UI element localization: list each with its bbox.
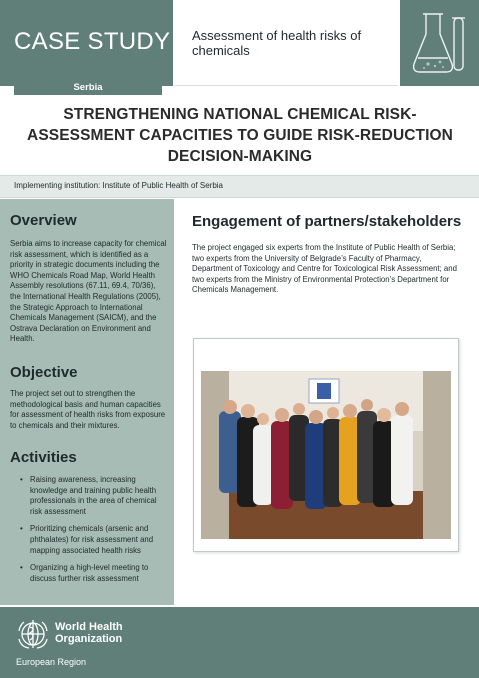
country-tag: Serbia	[14, 80, 162, 95]
org-name	[55, 621, 123, 645]
activities-list	[10, 475, 168, 591]
objective-text: The project set out to strengthen the methodological basis and human capacities for assessment of health risks from exposure to chemicals and their mixtures.	[10, 389, 166, 430]
org-region: European Region	[16, 657, 87, 667]
group-photo	[201, 371, 451, 539]
overview-heading: Overview	[10, 212, 77, 229]
implementing-institution: Implementing institution: Institute of Public Health of Serbia	[14, 181, 223, 190]
list-item: • Prioritizing chemicals (arsenic and phthalates) for risk assessment and mapping associated health risks	[10, 524, 168, 556]
engagement-text: The project engaged six experts from the Institute of Public Health of Serbia; two experts from the University of Belgrade’s Faculty of Pharmacy, Department of Toxicology and Centre for Toxicological Risk Assessment; and two experts from the Ministry of Environmental Protection’s Department for Chemicals Management.	[192, 243, 457, 295]
who-emblem-icon	[16, 617, 50, 651]
overview-text: Serbia aims to increase capacity for chemical risk assessment, which is identified as a priority in strategic documents including the WHO Chemicals Road Map, World Health Assembly resolutions (67.11, 69.4, 70/36), the International Health Regulations (2005), the Strategic Approach to International Chemicals Management (SAICM), and the Ostrava Declaration on Environment and Health.	[10, 239, 167, 344]
activities-heading: Activities	[10, 449, 77, 466]
engagement-heading: Engagement of partners/stakeholders	[192, 213, 462, 230]
case-study-label: CASE STUDY	[14, 28, 171, 55]
page-title: STRENGTHENING NATIONAL CHEMICAL RISK-ASSESSMENT CAPACITIES TO GUIDE RISK-REDUCTION DECISION-MAKING	[27, 106, 453, 165]
org-name-line1: World Health	[55, 621, 123, 633]
list-item: • Raising awareness, increasing knowledge and training public health professionals in the area of chemical risk assessment	[10, 475, 168, 517]
objective-heading: Objective	[10, 364, 78, 381]
header-title: Assessment of health risks of chemicals	[192, 28, 362, 58]
list-item: • Organizing a high-level meeting to discuss further risk assessment	[10, 563, 168, 584]
lab-flask-icon	[410, 8, 472, 78]
org-name-line2: Organization	[55, 633, 123, 645]
